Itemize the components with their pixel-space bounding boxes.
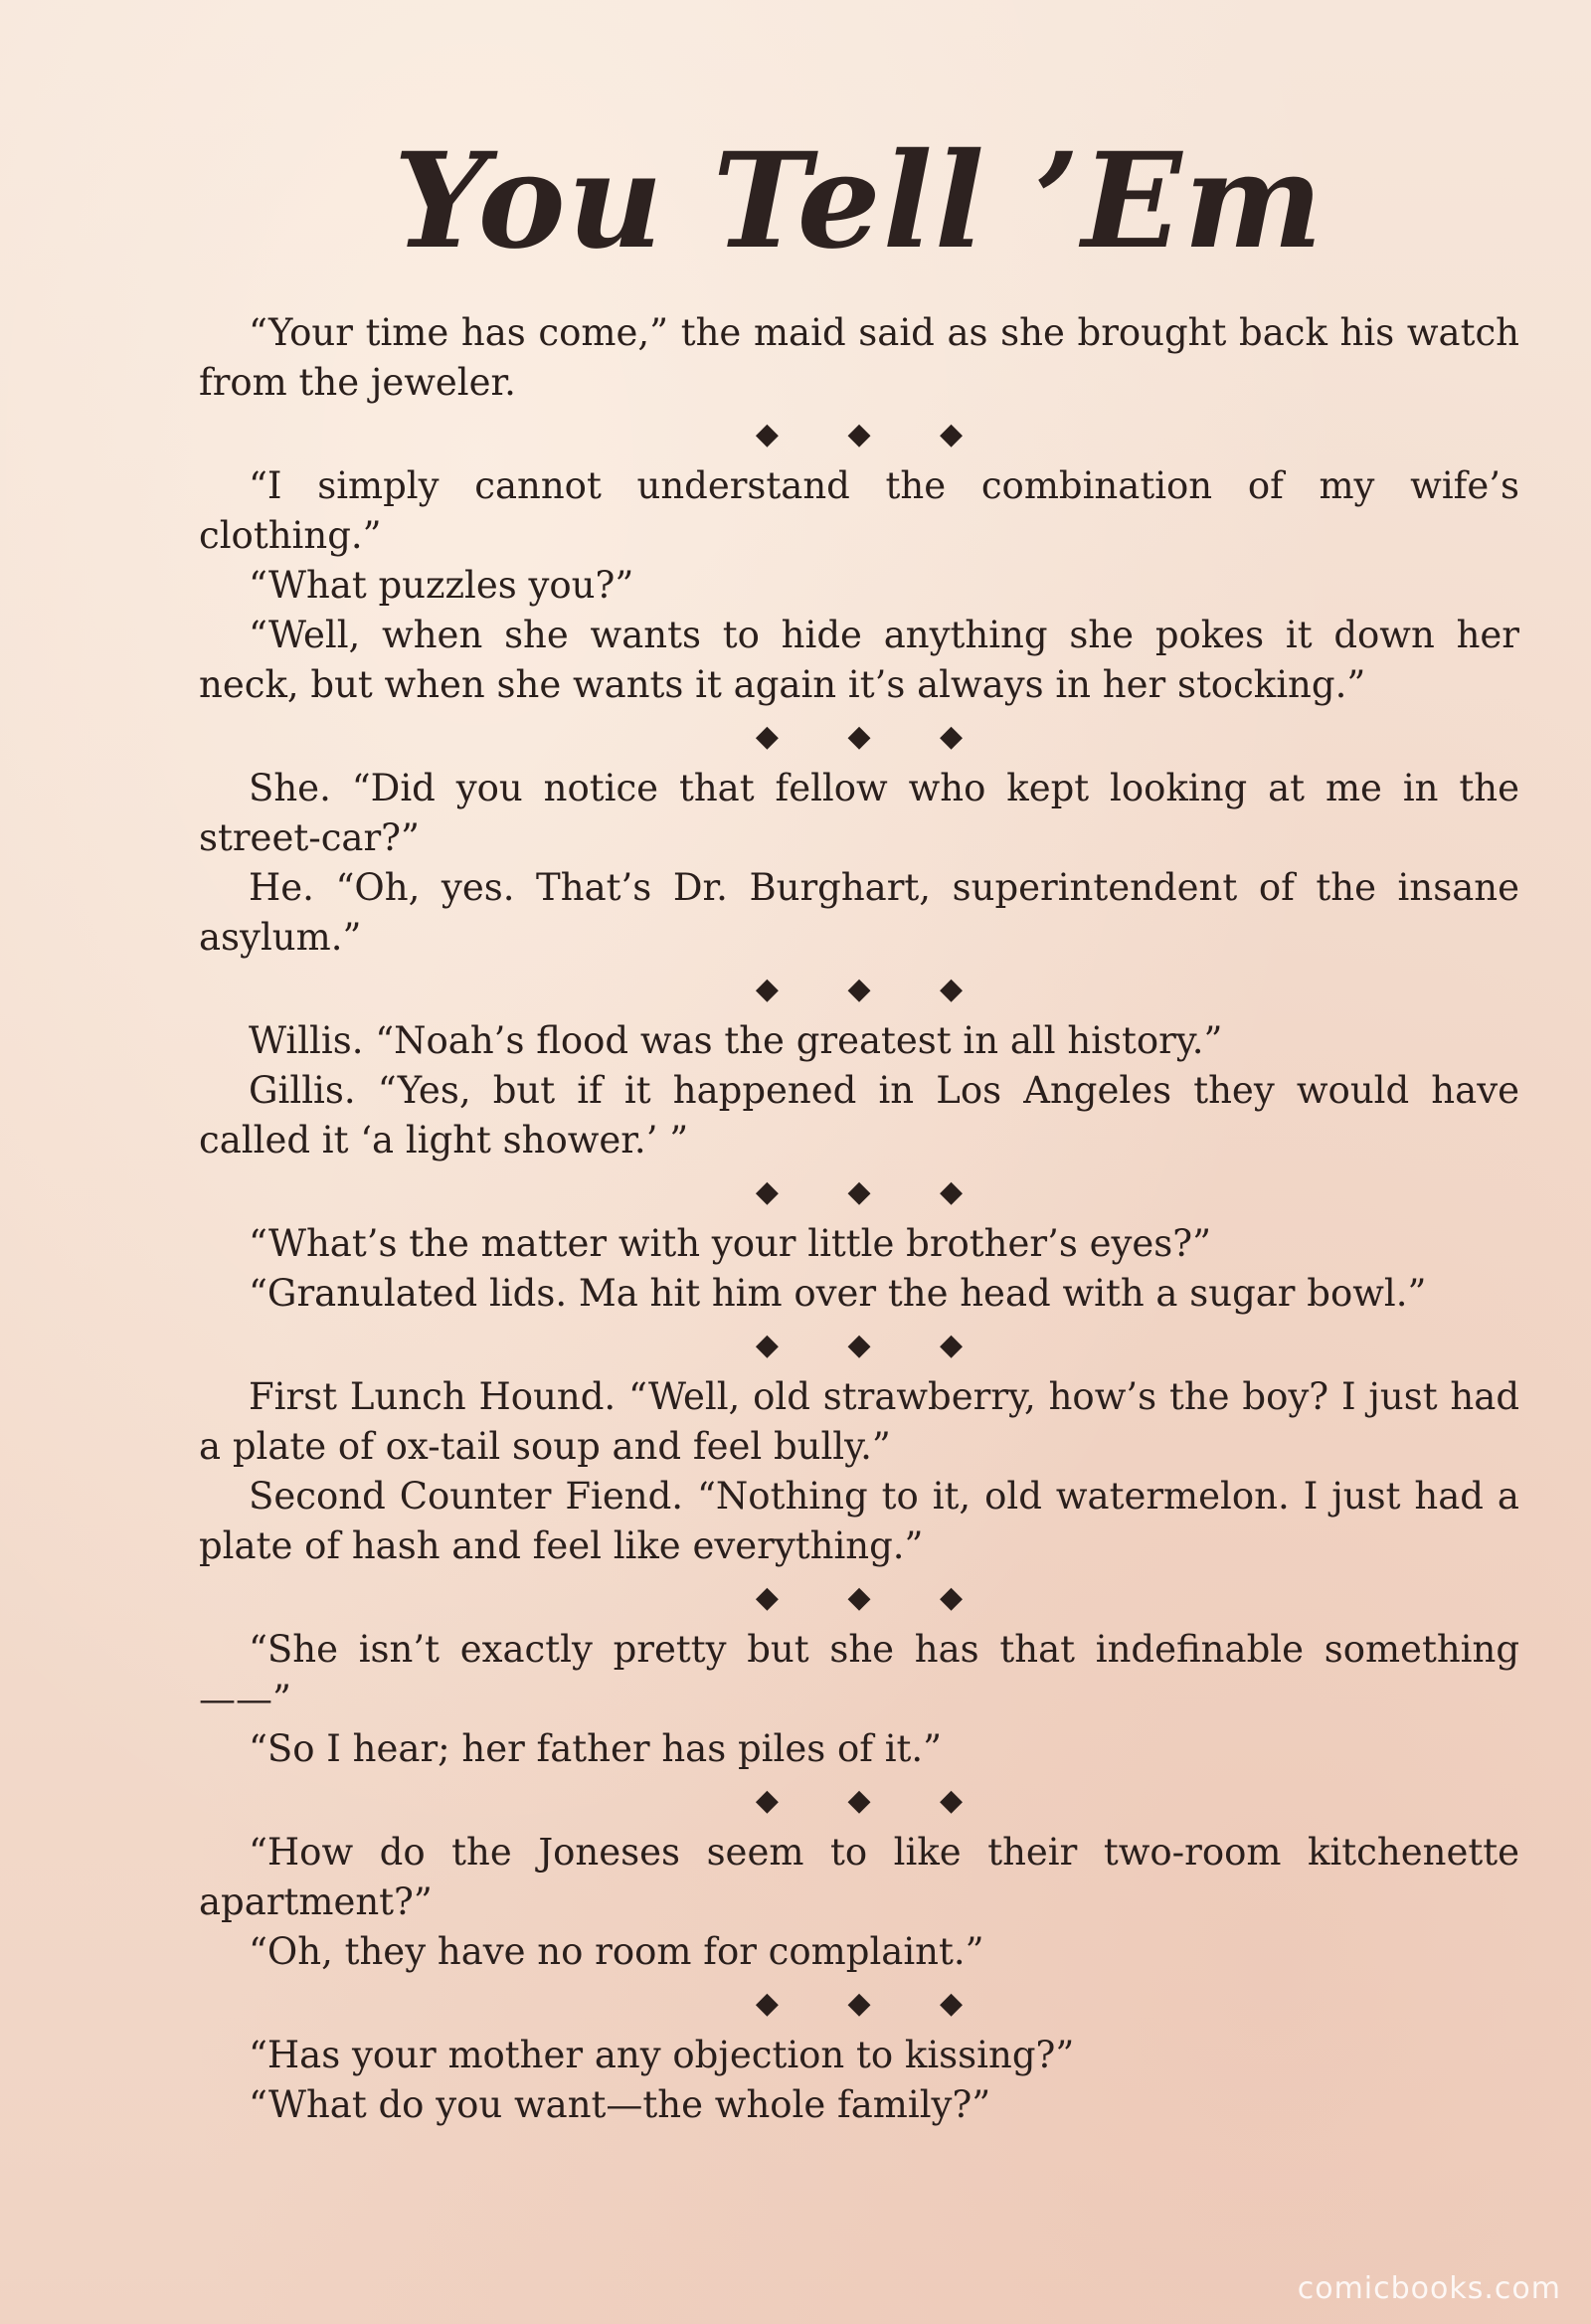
joke-line: “She isn’t exactly pretty but she has that indefinable something——” [199,1628,1519,1720]
diamond-separator-icon: ◆ ◆ ◆ [755,719,993,754]
joke-line: Gillis. “Yes, but if it happened in Los Angeles they would have called it ‘a light shower.’ ” [199,1069,1519,1162]
page-title: You Tell ’Em [393,124,1326,278]
diamond-separator-icon: ◆ ◆ ◆ [755,972,993,1006]
joke-9 [199,2031,1519,2130]
joke-line: “How do the Joneses seem to like their two-room kitchenette apartment?” [199,1831,1519,1923]
joke-line: “What do you want—the whole family?” [249,2083,991,2126]
joke-line: “Granulated lids. Ma hit him over the head with a sugar bowl.” [249,1272,1427,1315]
joke-4 [199,1016,1519,1165]
joke-line: Second Counter Fiend. “Nothing to it, old watermelon. I just had a plate of hash and feel like everything.” [199,1475,1519,1567]
joke-line: “What puzzles you?” [249,564,634,607]
joke-line: “What’s the matter with your little brother’s eyes?” [249,1222,1212,1265]
joke-line: “So I hear; her father has piles of it.” [249,1727,943,1770]
diamond-separator-icon: ◆ ◆ ◆ [755,1580,993,1615]
diamond-separator-icon: ◆ ◆ ◆ [755,1986,993,2021]
diamond-separator-icon: ◆ ◆ ◆ [755,1783,993,1818]
joke-7 [199,1625,1519,1774]
joke-8 [199,1828,1519,1977]
joke-line: “Has your mother any objection to kissing?” [249,2034,1075,2076]
page-content [199,124,1519,2130]
diamond-separator-icon: ◆ ◆ ◆ [755,417,993,451]
joke-6 [199,1372,1519,1571]
watermark: comicbooks.com [1297,2271,1561,2306]
joke-5 [199,1219,1519,1319]
joke-line: First Lunch Hound. “Well, old strawberry, how’s the boy? I just had a plate of ox-tail soup and feel bully.” [199,1375,1519,1468]
diamond-separator-icon: ◆ ◆ ◆ [755,1328,993,1362]
joke-line: “Well, when she wants to hide anything she pokes it down her neck, but when she wants it again it’s always in her stocking.” [199,614,1519,706]
joke-1 [199,308,1519,408]
joke-line: Willis. “Noah’s flood was the greatest in all history.” [249,1019,1223,1062]
joke-line: “Your time has come,” the maid said as she brought back his watch from the jeweler. [199,311,1519,404]
joke-3 [199,764,1519,963]
joke-line: He. “Oh, yes. That’s Dr. Burghart, superintendent of the insane asylum.” [199,866,1519,959]
joke-line: “I simply cannot understand the combination of my wife’s clothing.” [199,464,1519,557]
diamond-separator-icon: ◆ ◆ ◆ [755,1174,993,1209]
joke-line: “Oh, they have no room for complaint.” [249,1930,984,1973]
joke-line: She. “Did you notice that fellow who kept looking at me in the street-car?” [199,767,1519,859]
joke-2 [199,461,1519,710]
